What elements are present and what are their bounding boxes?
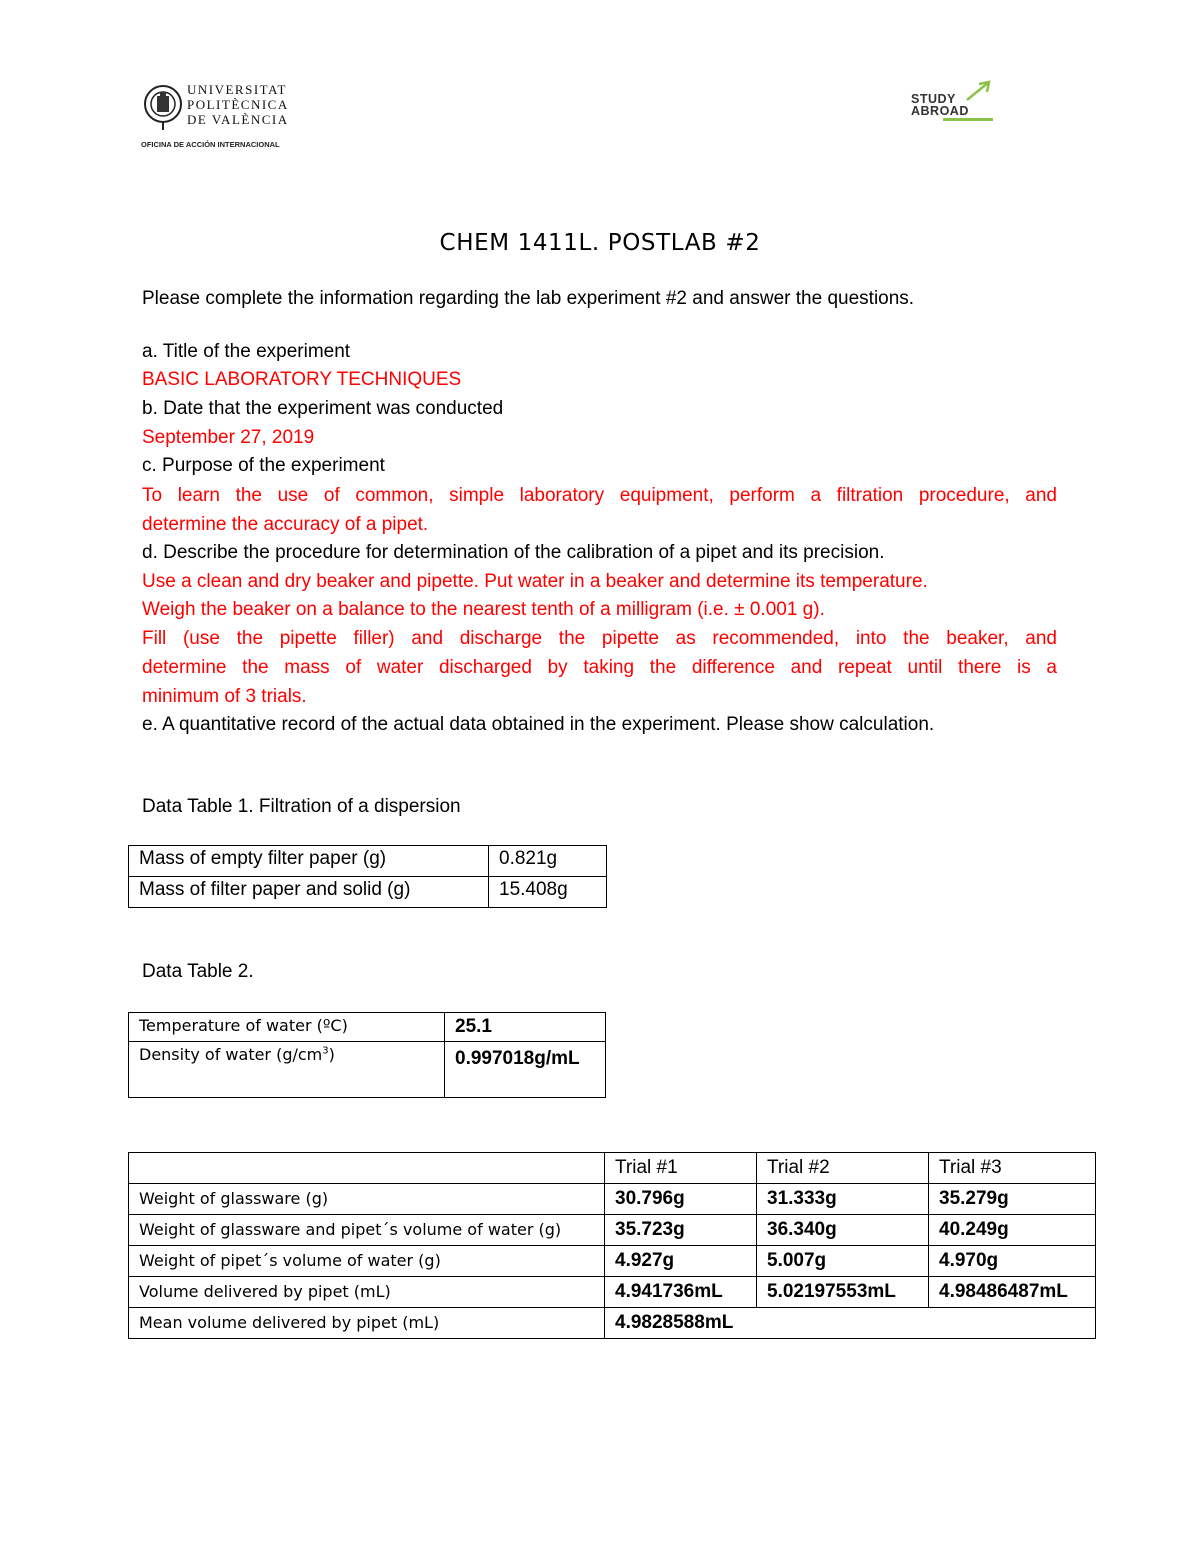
upv-office-text: OFICINA DE ACCIÓN INTERNACIONAL bbox=[141, 140, 280, 149]
question-a-label: a. Title of the experiment bbox=[142, 341, 351, 362]
table-cell-value: 5.007g bbox=[757, 1246, 929, 1277]
density-exponent: 3 bbox=[322, 1045, 329, 1057]
table-cell-label: Mass of empty filter paper (g) bbox=[129, 846, 489, 877]
table-cell-value: 15.408g bbox=[489, 877, 607, 908]
table-row bbox=[129, 1013, 606, 1042]
table-cell-label bbox=[129, 1042, 445, 1098]
table-cell-value: 4.927g bbox=[605, 1246, 757, 1277]
table-cell-value: 31.333g bbox=[757, 1184, 929, 1215]
table-cell-value: 4.98486487mL bbox=[929, 1277, 1096, 1308]
table-cell-value: 4.9828588mL bbox=[605, 1308, 1096, 1339]
table2-caption: Data Table 2. bbox=[142, 961, 254, 982]
question-e-label: e. A quantitative record of the actual data obtained in the experiment. Please show calculation. bbox=[142, 714, 935, 735]
table-cell-value: 0.997018g/mL bbox=[445, 1042, 606, 1098]
table-cell-label: Weight of glassware (g) bbox=[129, 1184, 605, 1215]
table-header-cell: Trial #1 bbox=[605, 1153, 757, 1184]
table-row bbox=[129, 1246, 1096, 1277]
density-label-end: ) bbox=[328, 1045, 335, 1064]
question-d-answer-line2: Weigh the beaker on a balance to the nearest tenth of a milligram (i.e. ± 0.001 g). bbox=[142, 599, 825, 620]
table-row bbox=[129, 877, 607, 908]
study-abroad-text: STUDY ABROAD bbox=[911, 92, 969, 118]
table-header-cell: Trial #2 bbox=[757, 1153, 929, 1184]
upv-crest-icon bbox=[143, 82, 183, 132]
filtration-data-table bbox=[128, 845, 607, 908]
table-cell-value: 25.1 bbox=[445, 1013, 606, 1042]
table-cell-label: Temperature of water (ºC) bbox=[129, 1013, 445, 1042]
page-title: CHEM 1411L. POSTLAB #2 bbox=[439, 230, 761, 256]
question-d-answer-line3: Fill (use the pipette filler) and discharge the pipette as recommended, into the beaker, and bbox=[142, 628, 1057, 649]
question-d-label: d. Describe the procedure for determination of the calibration of a pipet and its precision. bbox=[142, 542, 885, 563]
question-d-answer-line5: minimum of 3 trials. bbox=[142, 686, 307, 707]
table-header-row bbox=[129, 1153, 1096, 1184]
table-cell-value: 5.02197553mL bbox=[757, 1277, 929, 1308]
density-label: Density of water (g/cm bbox=[139, 1045, 323, 1064]
table-cell-value: 35.723g bbox=[605, 1215, 757, 1246]
table1-caption: Data Table 1. Filtration of a dispersion bbox=[142, 796, 461, 817]
table-cell-value: 0.821g bbox=[489, 846, 607, 877]
intro-text: Please complete the information regarding the lab experiment #2 and answer the questions. bbox=[142, 288, 915, 309]
table-cell-value: 4.941736mL bbox=[605, 1277, 757, 1308]
table-cell-label: Volume delivered by pipet (mL) bbox=[129, 1277, 605, 1308]
table-cell-label: Mean volume delivered by pipet (mL) bbox=[129, 1308, 605, 1339]
table-cell-value: 35.279g bbox=[929, 1184, 1096, 1215]
pipet-calibration-table bbox=[128, 1152, 1096, 1339]
question-d-answer-line1: Use a clean and dry beaker and pipette. Put water in a beaker and determine its temperature. bbox=[142, 571, 928, 592]
question-c-answer-line1: To learn the use of common, simple laboratory equipment, perform a filtration procedure, and bbox=[142, 485, 1057, 506]
water-properties-table bbox=[128, 1012, 606, 1098]
question-a-answer: BASIC LABORATORY TECHNIQUES bbox=[142, 369, 462, 390]
table-header-cell bbox=[129, 1153, 605, 1184]
study-abroad-logo bbox=[905, 78, 1005, 126]
question-d-answer-line4: determine the mass of water discharged by taking the difference and repeat until there is a bbox=[142, 657, 1057, 678]
table-header-cell: Trial #3 bbox=[929, 1153, 1096, 1184]
table-cell-value: 36.340g bbox=[757, 1215, 929, 1246]
study-abroad-tagline-bar bbox=[943, 118, 993, 121]
question-b-answer: September 27, 2019 bbox=[142, 427, 315, 448]
upv-logo bbox=[133, 74, 289, 156]
table-cell-label: Weight of pipet´s volume of water (g) bbox=[129, 1246, 605, 1277]
table-row bbox=[129, 1308, 1096, 1339]
table-row bbox=[129, 1042, 606, 1098]
upv-logo-text: UNIVERSITAT POLITÈCNICA DE VALÈNCIA bbox=[187, 82, 289, 127]
table-cell-label: Weight of glassware and pipet´s volume of water (g) bbox=[129, 1215, 605, 1246]
table-row bbox=[129, 1277, 1096, 1308]
table-cell-label: Mass of filter paper and solid (g) bbox=[129, 877, 489, 908]
question-c-label: c. Purpose of the experiment bbox=[142, 455, 385, 476]
table-cell-value: 4.970g bbox=[929, 1246, 1096, 1277]
table-cell-value: 40.249g bbox=[929, 1215, 1096, 1246]
table-row bbox=[129, 1215, 1096, 1246]
plane-icon bbox=[965, 80, 991, 102]
table-cell-value: 30.796g bbox=[605, 1184, 757, 1215]
table-row bbox=[129, 846, 607, 877]
table-row bbox=[129, 1184, 1096, 1215]
question-c-answer-line2: determine the accuracy of a pipet. bbox=[142, 514, 429, 535]
question-b-label: b. Date that the experiment was conducted bbox=[142, 398, 504, 419]
